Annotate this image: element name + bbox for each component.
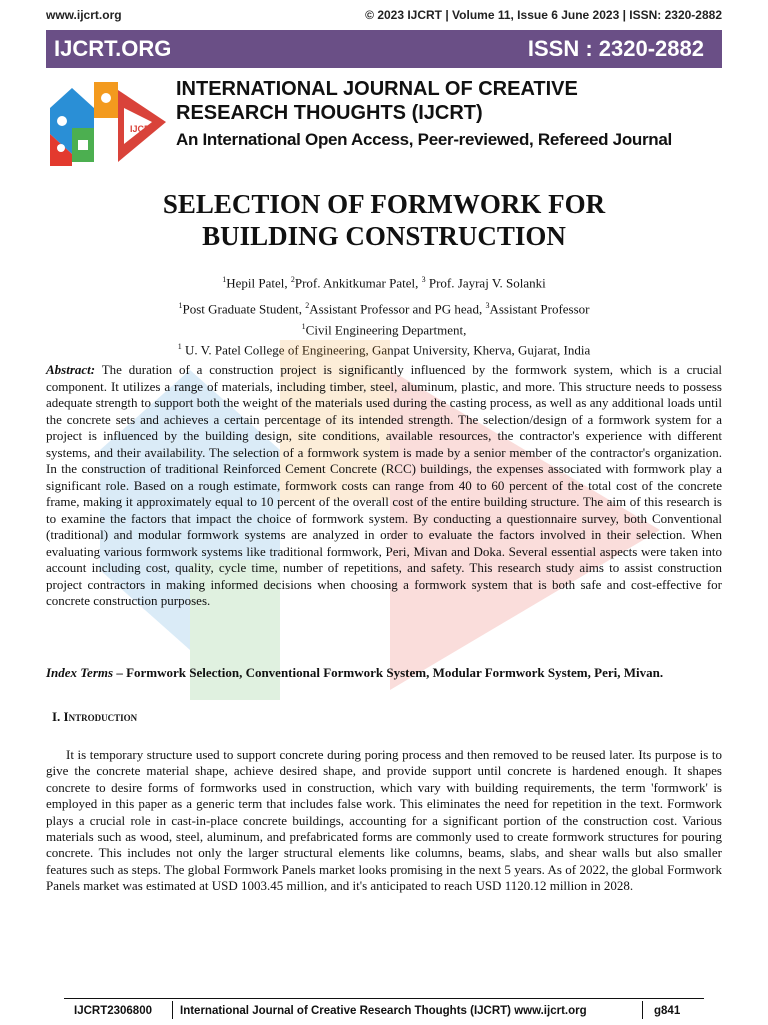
affiliation-sup: 3 <box>485 301 490 311</box>
department <box>46 318 722 338</box>
department-sup: 1 <box>301 321 306 331</box>
author-name: Prof. Jayraj V. Solanki <box>425 275 546 291</box>
banner-issn: ISSN : 2320-2882 <box>527 36 704 61</box>
college <box>46 338 722 358</box>
journal-title-line2: RESEARCH THOUGHTS (IJCRT) <box>176 102 483 124</box>
college-sup: 1 <box>177 341 182 351</box>
index-terms <box>46 664 722 681</box>
affiliation-text: Assistant Professor and PG head, <box>309 301 486 317</box>
journal-title-line1: INTERNATIONAL JOURNAL OF CREATIVE <box>176 78 578 100</box>
introduction-text: It is temporary structure used to support concrete during poring process and then removed to be reused later. Its purpose is to give the concrete material shape, achieve desired shape, and provide support until concrete is hardened enough. It shapes concrete to desire forms of formworks used in construction, which vary with building requirements, the term 'formwork' is employed in this paper as a generic term that includes false work. This eliminates the need for repetition in the text. Formwork plays a crucial role in cast-in-place concrete buildings, accounting for a significant portion of the construction cost. Various materials such as wood, steel, aluminum, and prefabricated forms are commonly used to create formwork structures for pouring concrete. This includes not only the larger structural elements like columns, beams, slabs, and shear walls but also smaller features such as steps. The global Formwork Panels market looks promising in the next 5 years. As of 2022, the global Formwork Panels market was estimated at USD 1003.45 million, and it's anticipated to reach USD 1120.12 million in 2028. <box>46 747 722 894</box>
index-terms-label: Index Terms <box>46 665 114 680</box>
author-list <box>46 271 722 291</box>
journal-subtitle: An International Open Access, Peer-reviewed, Refereed Journal <box>176 130 672 149</box>
affiliation-text: Post Graduate Student, <box>182 301 306 317</box>
top-header-line <box>46 6 722 24</box>
author-name: Hepil Patel, <box>226 275 291 291</box>
site-url[interactable]: www.ijcrt.org <box>46 8 122 22</box>
author-sup: 1 <box>222 275 227 284</box>
author-sup: 3 <box>421 275 426 284</box>
index-terms-text: – Formwork Selection, Conventional Formwork System, Modular Formwork System, Peri, Mivan. <box>113 665 664 680</box>
footer-page-number: g841 <box>654 1005 681 1017</box>
footer-journal-name: International Journal of Creative Research Thoughts (IJCRT) <box>180 1005 511 1017</box>
abstract <box>46 362 722 610</box>
author-block <box>46 271 722 358</box>
section-heading: I. Introduction <box>52 709 138 724</box>
author-name: Prof. Ankitkumar Patel, <box>294 275 422 291</box>
affiliation-list <box>46 297 722 317</box>
banner-site: IJCRT.ORG <box>54 36 172 61</box>
department-text: Civil Engineering Department, <box>305 321 467 337</box>
footer-site[interactable]: www.ijcrt.org <box>514 1005 587 1017</box>
abstract-text: The duration of a construction project is significantly influenced by the formwork system, which is a crucial component. It utilizes a range of materials, including timber, steel, aluminum, plastic, and more. This structure needs to possess adequate strength to support both the weight of the materials used during the casting process, as well as any additional loads until the concrete sets and achieves a certain percentage of its intended strength. The selection/design of a formwork system for a project is influenced by the building design, site conditions, available resources, the contractor's experience with different systems, and their availability. The selection of a formwork system is made by a senior member of the contractor's organization. In the construction of traditional Reinforced Cement Concrete (RCC) buildings, the expenses associated with formwork play a significant role. Based on a rough estimate, formwork costs can range from 40 to 60 percent of the total cost of the concrete frame, making it approximately equal to 10 percent of the overall cost of the entire building structure. The aim of this research is to examine the factors that impact the choice of formwork system. By conducting a questionnaire survey, both Conventional (traditional) and modular formwork systems are analyzed in order to evaluate the factors involved in their selection. When evaluating various formwork systems like traditional formwork, Peri, Mivan and Doka. Several essential aspects were taken into account including cost, quality, cycle time, number of repetitions, and safety. This research study aims to assist construction project contractors in making informed decisions when choosing a formwork system that is both safe and cost-effective for concrete construction purposes. <box>46 362 722 608</box>
college-text: U. V. Patel College of Engineering, Ganpat University, Kherva, Gujarat, India <box>181 342 591 358</box>
logo-text: IJCRT <box>130 124 157 134</box>
footer-divider <box>642 1001 643 1019</box>
journal-banner <box>46 30 722 68</box>
paper-title-line2: BUILDING CONSTRUCTION <box>202 221 566 251</box>
page-footer <box>64 998 704 1025</box>
ijcrt-logo-icon <box>46 78 170 166</box>
author-sup: 2 <box>290 275 295 284</box>
journal-title <box>176 77 722 125</box>
footer-journal <box>180 1005 587 1017</box>
affiliation-text: Assistant Professor <box>489 301 590 317</box>
issue-info: © 2023 IJCRT | Volume 11, Issue 6 June 2023 | ISSN: 2320-2882 <box>365 8 722 22</box>
paper-title-line1: SELECTION OF FORMWORK FOR <box>162 189 606 219</box>
paper-title <box>46 188 722 252</box>
footer-divider <box>172 1001 173 1019</box>
affiliation-sup: 2 <box>305 301 310 311</box>
footer-paper-id: IJCRT2306800 <box>74 1005 152 1017</box>
affiliation-sup: 1 <box>178 301 183 311</box>
abstract-label: Abstract: <box>46 362 96 377</box>
